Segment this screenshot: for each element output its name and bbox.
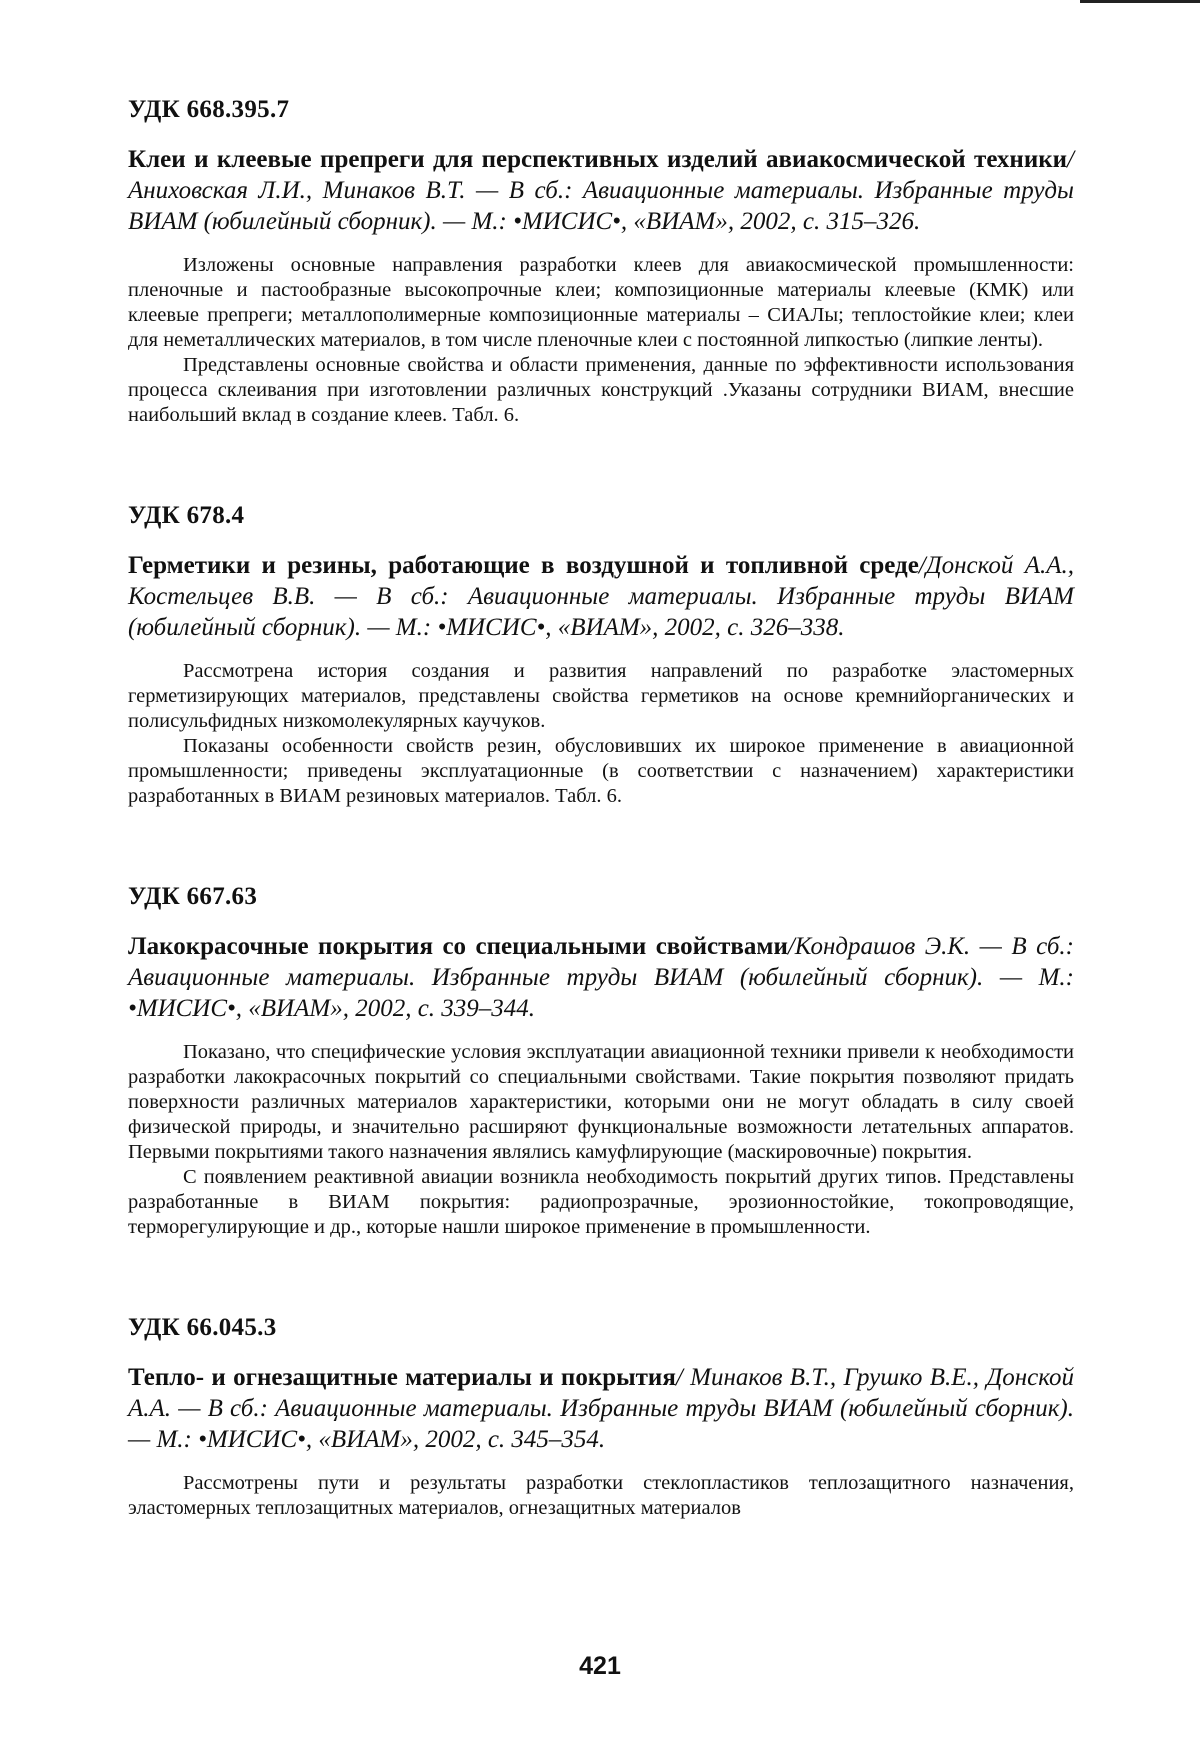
abstract-entry-3 <box>128 883 1074 1240</box>
citation <box>128 550 1074 643</box>
abstract-text <box>128 1471 1074 1521</box>
article-title: Тепло- и огнезащитные материалы и покрытия <box>128 1364 676 1391</box>
bibliographic-reference: /Донской А.А., Костельцев В.В. — В сб.: Авиационные материалы. Избранные труды ВИАМ (юбилейный сборник). — М.: •МИСИС•, «ВИАМ», 2002, с. 326–338. <box>128 552 1074 641</box>
udc-code: УДК 668.395.7 <box>128 96 290 123</box>
abstract-paragraph: Изложены основные направления разработки клеев для авиакосмической промышленности: пленочные и пастообразные высокопрочные клеи; композиционные материалы клеевые (КМК) или клеевые препреги; металлополимерные композиционные материалы – СИАЛы; теплостойкие клеи; клеи для неметаллических материалов, в том числе пленочные клеи с постоянной липкостью (липкие ленты). <box>128 254 1074 351</box>
scan-corner-mark <box>1080 0 1200 3</box>
abstract-paragraph: Рассмотрены пути и результаты разработки стеклопластиков теплозащитного назначения, эластомерных теплозащитных материалов, огнезащитных материалов <box>128 1472 1074 1519</box>
abstract-text <box>128 659 1074 809</box>
udc-code: УДК 66.045.3 <box>128 1314 277 1341</box>
page-body <box>128 96 1074 1521</box>
article-title: Герметики и резины, работающие в воздушной и топливной среде <box>128 552 919 579</box>
bibliographic-reference: /Кондрашов Э.К. — В сб.: Авиационные материалы. Избранные труды ВИАМ (юбилейный сборник). — М.: •МИСИС•, «ВИАМ», 2002, с. 339–344. <box>128 933 1074 1022</box>
abstract-paragraph: Представлены основные свойства и области применения, данные по эффективности использования процесса склеивания при изготовлении различных конструкций .Указаны сотрудники ВИАМ, внесшие наибольший вклад в создание клеев. Табл. 6. <box>128 354 1074 426</box>
abstract-paragraph: Показано, что специфические условия эксплуатации авиационной техники привели к необходимости разработки лакокрасочных покрытий со специальными свойствами. Такие покрытия позволяют придать поверхности различных материалов характеристики, которыми они не могут обладать в силу своей физической природы, и значительно расширяют функциональные возможности летательных аппаратов. Первыми покрытиями такого назначения являлись камуфлирующие (маскировочные) покрытия. <box>128 1041 1074 1163</box>
article-title: Лакокрасочные покрытия со специальными свойствами <box>128 933 788 960</box>
abstract-paragraph: Показаны особенности свойств резин, обусловивших их широкое применение в авиационной промышленности; приведены эксплуатационные (в соответствии с назначением) характеристики разработанных в ВИАМ резиновых материалов. Табл. 6. <box>128 735 1074 807</box>
abstract-entry-4 <box>128 1314 1074 1521</box>
abstract-entry-2 <box>128 502 1074 809</box>
bibliographic-reference: / Минаков В.Т., Грушко В.Е., Донской А.А. — В сб.: Авиационные материалы. Избранные труды ВИАМ (юбилейный сборник). — М.: •МИСИС•, «ВИАМ», 2002, с. 345–354. <box>128 1364 1074 1453</box>
udc-code: УДК 667.63 <box>128 883 258 910</box>
abstract-paragraph: С появлением реактивной авиации возникла необходимость покрытий других типов. Представлены разработанные в ВИАМ покрытия: радиопрозрачные, эрозионностойкие, токопроводящие, терморегулирующие и др., которые нашли широкое применение в промышленности. <box>128 1166 1074 1238</box>
page-number: 421 <box>579 1652 621 1680</box>
citation <box>128 1362 1074 1455</box>
abstract-text <box>128 253 1074 428</box>
abstract-paragraph: Рассмотрена история создания и развития направлений по разработке эластомерных герметизирующих материалов, представлены свойства герметиков на основе кремнийорганических и полисульфидных низкомолекулярных каучуков. <box>128 660 1074 732</box>
abstract-text <box>128 1040 1074 1240</box>
bibliographic-reference: / Аниховская Л.И., Минаков В.Т. — В сб.: Авиационные материалы. Избранные труды ВИАМ (юбилейный сборник). — М.: •МИСИС•, «ВИАМ», 2002, с. 315–326. <box>128 146 1074 235</box>
abstract-entry-1 <box>128 96 1074 428</box>
udc-code: УДК 678.4 <box>128 502 245 529</box>
citation <box>128 144 1074 237</box>
citation <box>128 931 1074 1024</box>
article-title: Клеи и клеевые препреги для перспективных изделий авиакосмической техники <box>128 146 1068 173</box>
